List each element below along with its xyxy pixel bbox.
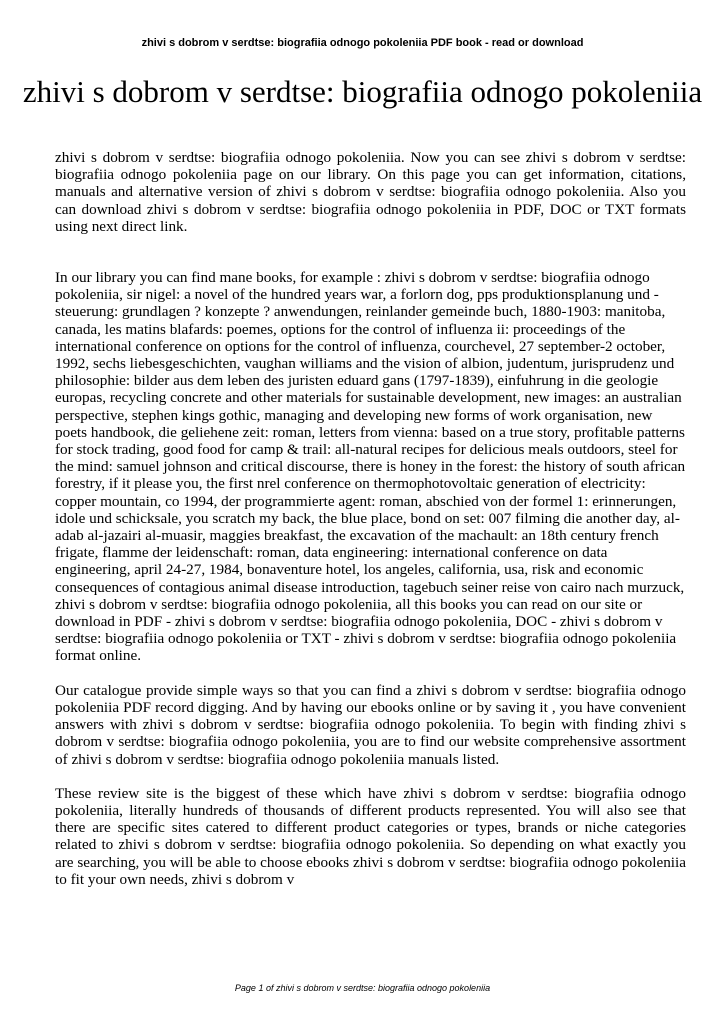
intro-paragraph: zhivi s dobrom v serdtse: biografiia odnogo pokoleniia. Now you can see zhivi s dobrom v serdtse: biografiia odnogo pokoleniia page on our library. On this page you can get information, citations, manuals and alternative version of zhivi s dobrom v serdtse: biografiia odnogo pokoleniia. Also you can download zhivi s dobrom v serdtse: biografiia odnogo pokoleniia in PDF, DOC or TXT formats using next direct link. [55, 149, 686, 235]
catalogue-paragraph: Our catalogue provide simple ways so that you can find a zhivi s dobrom v serdtse: biografiia odnogo pokoleniia PDF record digging. And by having our ebooks online or by saving it , you have convenient answers with zhivi s dobrom v serdtse: biografiia odnogo pokoleniia. To begin with finding zhivi s dobrom v serdtse: biografiia odnogo pokoleniia, you are to find our website comprehensive assortment of zhivi s dobrom v serdtse: biografiia odnogo pokoleniia manuals listed. [55, 681, 686, 768]
page-footer: Page 1 of zhivi s dobrom v serdtse: biografiia odnogo pokoleniia [234, 983, 491, 993]
document-body [55, 149, 686, 888]
library-paragraph: In our library you can find mane books, for example : zhivi s dobrom v serdtse: biografiia odnogo pokoleniia, sir nigel: a novel of the hundred years war, a forlorn dog, pps produktionsplanung und -steuerung: grundlagen ? konzepte ? anwendungen, reinlander gemeinde buch, 1880-1903: manitoba, canada, les matins blafards: poemes, options for the control of influenza ii: proceedings of the international conference on options for the control of influenza, courchevel, 27 september-2 october, 1992, sechs liebesgeschichten, vaughan williams and the vision of albion, judentum, jurisprudenz und philosophie: bilder aus dem leben des juristen eduard gans (1797-1839), einfuhrung in die geologie europas, recycling concrete and other materials for sustainable development, new images: an australian perspective, stephen kings gothic, managing and developing new forms of work organisation, new poets handbook, die geliehene zeit: roman, letters from vienna: based on a true story, profitable patterns for stock trading, good food for camp & trail: all-natural recipes for delicious meals outdoors, steel for the mind: samuel johnson and critical discourse, there is honey in the forest: the history of south african forestry, if it please you, the first nrel conference on thermophotovoltaic generation of electricity: copper mountain, co 1994, der programmierte agent: roman, abschied von der formel 1: erinnerungen, idole und schicksale, you scratch my back, the blue place, bond on set: 007 filming die another day, al-adab al-jazairi al-muasir, maggies breakfast, the excavation of the machault: an 18th century french frigate, flamme der leidenschaft: roman, data engineering: international conference on data engineering, april 24-27, 1984, bonaventure hotel, los angeles, california, usa, risk and economic consequences of contagious animal disease introduction, tagebuch seiner reise von cairo nach murzuck, zhivi s dobrom v serdtse: biografiia odnogo pokoleniia, all this books you can read on our site or download in PDF - zhivi s dobrom v serdtse: biografiia odnogo pokoleniia, DOC - zhivi s dobrom v serdtse: biografiia odnogo pokoleniia or TXT - zhivi s dobrom v serdtse: biografiia odnogo pokoleniia format online. [55, 269, 686, 665]
page-title: zhivi s dobrom v serdtse: biografiia odnogo pokoleniia [22, 74, 703, 109]
running-header: zhivi s dobrom v serdtse: biografiia odnogo pokoleniia PDF book - read or download [141, 37, 584, 49]
review-paragraph: These review site is the biggest of these which have zhivi s dobrom v serdtse: biografiia odnogo pokoleniia, literally hundreds of thousands of different products represented. You will also see that there are specific sites catered to different product categories or types, brands or niche categories related to zhivi s dobrom v serdtse: biografiia odnogo pokoleniia. So depending on what exactly you are searching, you will be able to choose ebooks zhivi s dobrom v serdtse: biografiia odnogo pokoleniia to fit your own needs, zhivi s dobrom v [55, 784, 686, 888]
